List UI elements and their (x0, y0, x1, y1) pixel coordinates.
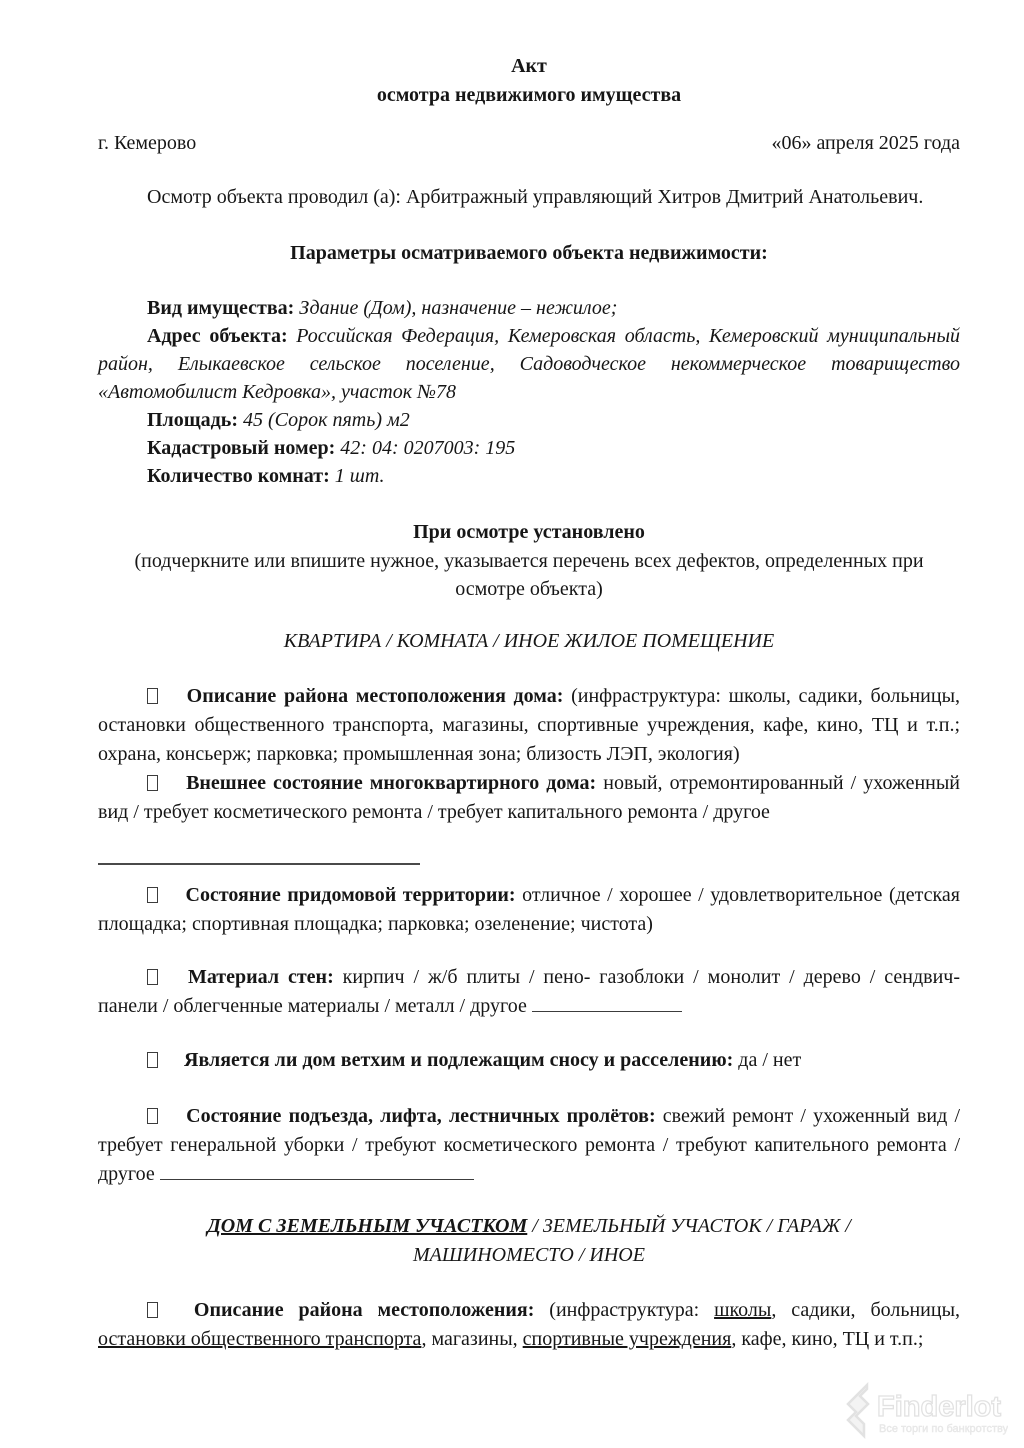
land-section-heading (98, 1212, 960, 1270)
city-label: г. Кемерово (98, 132, 197, 154)
inspector-line: Осмотр объекта проводил (а): Арбитражный управляющий Хитров Дмитрий Анатольевич. (147, 186, 924, 208)
param-cadastre (98, 434, 960, 462)
param-rooms (98, 462, 960, 490)
param-address-label: Адрес объекта: (147, 325, 288, 347)
param-address (98, 322, 960, 406)
item-exterior-condition (98, 769, 960, 827)
item-exterior-condition-text: новый, отремонтированный / ухоженный вид / требует косметического ремонта / требует капитального ремонта / другое (98, 772, 960, 823)
item-entrance-condition (98, 1102, 960, 1189)
land-underlined-transport: остановки общественного транспорта (98, 1328, 422, 1350)
item-dilapidated-label: Является ли дом ветхим и подлежащим сносу и расселению: (184, 1049, 734, 1071)
checkbox-icon (147, 688, 158, 704)
item-dilapidated-text: да / нет (738, 1049, 802, 1071)
params-list (98, 294, 960, 490)
finderlot-brand-text: Finderlot (877, 1391, 1002, 1423)
blank-underline (532, 998, 682, 1012)
land-section-heading-line2: МАШИНОМЕСТО / ИНОЕ (413, 1244, 645, 1266)
item-land-district-description (98, 1296, 960, 1354)
finderlot-watermark-logo (833, 1380, 1008, 1442)
land-section-heading-rest: / ЗЕМЕЛЬНЫЙ УЧАСТОК / ГАРАЖ / (527, 1215, 851, 1237)
item-district-description-text: (инфраструктура: школы, садики, больницы, остановки общественного транспорта, магазины, спортивные учреждения, кафе, кино, ТЦ и т.п.; охрана, консьерж; парковка; промышленная зона; близость ЛЭП, экология) (98, 685, 961, 765)
item-exterior-condition-label: Внешнее состояние многоквартирного дома: (186, 772, 597, 794)
land-text-segment: , магазины, (421, 1328, 523, 1350)
item-dilapidated (98, 1046, 960, 1075)
finderlot-ribbon-icon (848, 1385, 868, 1436)
item-yard-condition-text: отличное / хорошее / удовлетворительное (детская площадка; спортивная площадка; парковка; озеленение; чистота) (98, 884, 961, 935)
param-vid-value: Здание (Дом), назначение – нежилое; (299, 297, 618, 319)
param-vid-label: Вид имущества: (147, 297, 295, 319)
param-vid (98, 294, 960, 322)
item-yard-condition (98, 881, 960, 939)
checkbox-icon (147, 969, 158, 985)
land-underlined-schools: школы (714, 1299, 772, 1321)
param-area-label: Площадь: (147, 409, 239, 431)
checkbox-icon (147, 775, 158, 791)
item-wall-material-text: кирпич / ж/б плиты / пено- газоблоки / монолит / дерево / сендвич-панели / облегченные материалы / металл / другое (98, 966, 961, 1017)
item-entrance-condition-text: свежий ремонт / ухоженный вид / требует генеральной уборки / требуют косметического ремонта / требуют капительного ремонта / другое (98, 1105, 961, 1185)
findings-heading: При осмотре установлено (413, 521, 645, 543)
findings-note: (подчеркните или впишите нужное, указывается перечень всех дефектов, определенных при осмотре объекта) (134, 550, 924, 600)
param-area (98, 406, 960, 434)
param-rooms-label: Количество комнат: (147, 465, 330, 487)
item-district-description-label: Описание района местоположения дома: (186, 685, 564, 707)
apartment-section-heading: КВАРТИРА / КОМНАТА / ИНОЕ ЖИЛОЕ ПОМЕЩЕНИЕ (283, 630, 775, 652)
item-wall-material (98, 963, 960, 1021)
city-date-row (98, 129, 960, 158)
land-text-segment: (инфраструктура: (549, 1299, 715, 1321)
document-title-line2: осмотра недвижимого имущества (376, 84, 682, 106)
blank-underline (160, 1166, 474, 1180)
land-section-heading-main: ДОМ С ЗЕМЕЛЬНЫМ УЧАСТКОМ (207, 1215, 528, 1237)
item-land-district-description-label: Описание района местоположения: (193, 1299, 535, 1321)
checkbox-icon (147, 1302, 158, 1318)
item-district-description (98, 682, 960, 769)
param-cadastre-value: 42: 04: 0207003: 195 (340, 437, 516, 459)
item-wall-material-label: Материал стен: (187, 966, 334, 988)
param-area-value: 45 (Сорок пять) м2 (243, 409, 410, 431)
document-title-line1: Акт (511, 55, 547, 77)
params-heading: Параметры осматриваемого объекта недвижимости: (290, 242, 768, 264)
item-entrance-condition-label: Состояние подъезда, лифта, лестничных пролётов: (186, 1105, 656, 1127)
date-label: «06» апреля 2025 года (771, 132, 960, 154)
land-text-segment: , садики, больницы, (771, 1299, 961, 1321)
checkbox-icon (147, 887, 158, 903)
param-cadastre-label: Кадастровый номер: (147, 437, 336, 459)
blank-underline (98, 839, 420, 865)
land-underlined-sport: спортивные учреждения (522, 1328, 732, 1350)
checkbox-icon (147, 1108, 158, 1124)
item-yard-condition-label: Состояние придомовой территории: (185, 884, 516, 906)
param-address-value: Российская Федерация, Кемеровская область, Кемеровский муниципальный район, Елыкаевское сельское поселение, Садоводческое некоммерческое товарищество «Автомобилист Кедровка», участок №78 (98, 325, 960, 403)
land-text-segment: , кафе, кино, ТЦ и т.п.; (731, 1328, 924, 1350)
param-rooms-value: 1 шт. (334, 465, 385, 487)
checkbox-icon (147, 1052, 158, 1068)
finderlot-tagline-text: Все торги по банкротству (879, 1423, 1008, 1435)
